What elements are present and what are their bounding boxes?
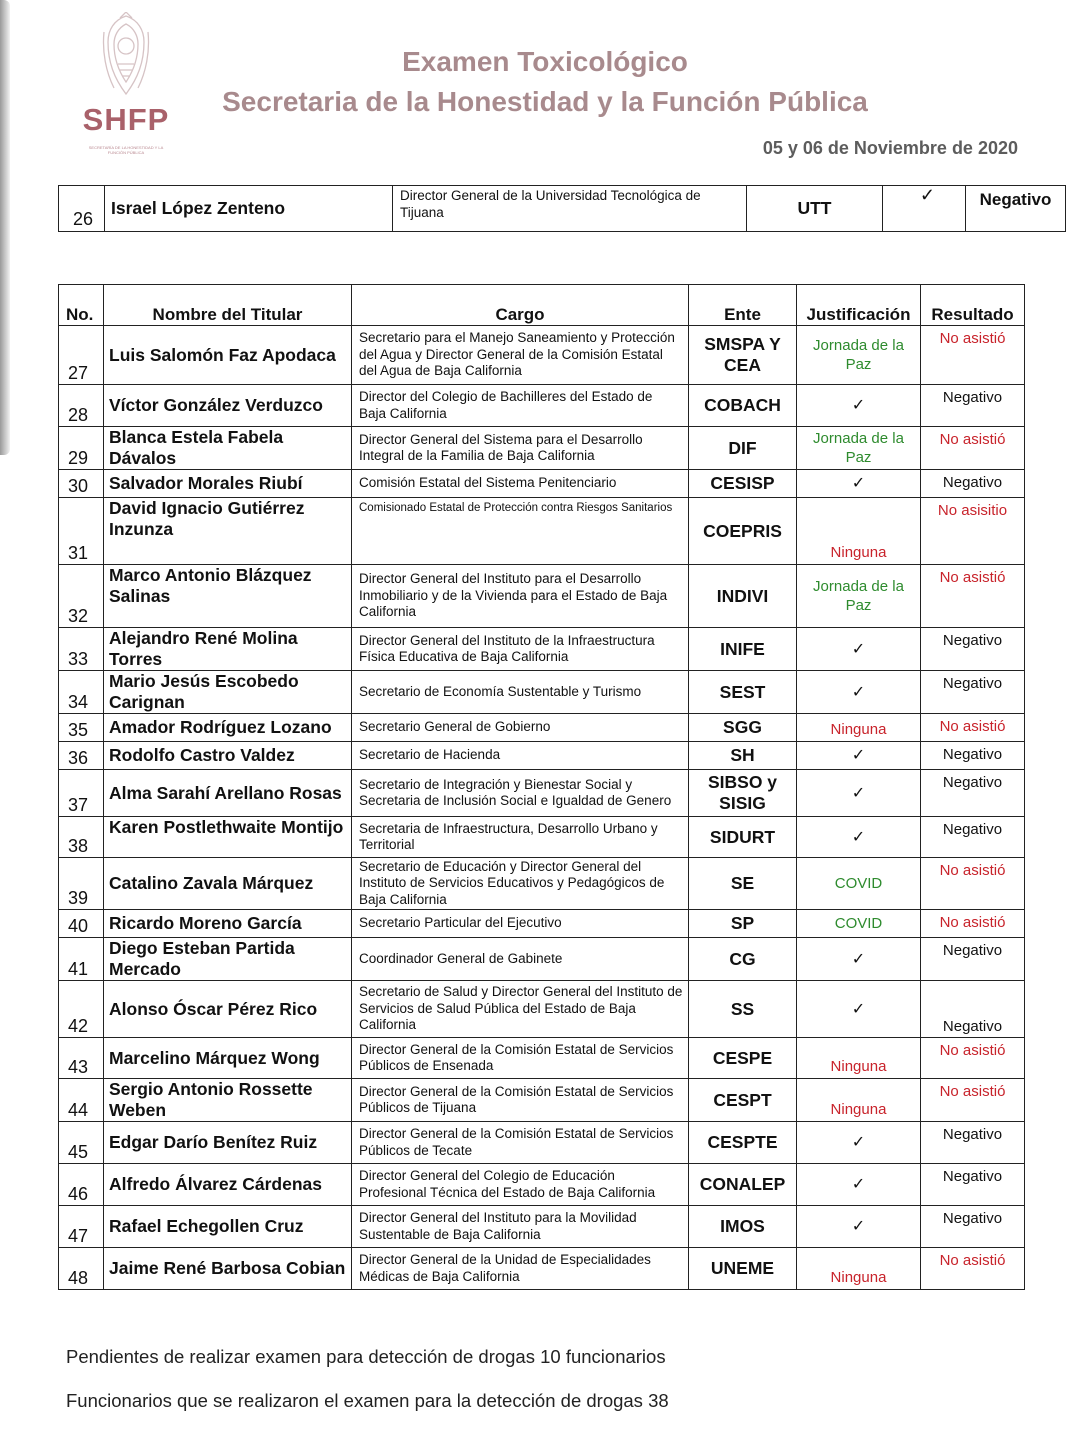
row-result: Negativo [921, 385, 1025, 427]
row-cargo: Comisión Estatal del Sistema Penitenciario [352, 470, 689, 498]
header-no: No. [59, 285, 104, 326]
row-justification: ✓ [797, 1122, 921, 1164]
results-table [58, 284, 1025, 1290]
footer-completed: Funcionarios que se realizaron el examen para la detección de drogas 38 [66, 1390, 669, 1411]
title-line-2: Secretaria de la Honestidad y la Función Pública [222, 86, 868, 117]
header-nombre: Nombre del Titular [104, 285, 352, 326]
row-number: 47 [59, 1206, 104, 1248]
row-number: 27 [59, 326, 104, 385]
row-number: 46 [59, 1164, 104, 1206]
row-number: 28 [59, 385, 104, 427]
row-result: No asistió [921, 910, 1025, 938]
table-row [59, 910, 1025, 938]
row-cargo: Director General de la Universidad Tecnológica de Tijuana [393, 186, 747, 232]
row-cargo: Director General de la Comisión Estatal de Servicios Públicos de Tecate [352, 1122, 689, 1164]
row-cargo: Director del Colegio de Bachilleres del Estado de Baja California [352, 385, 689, 427]
row-result: No asistió [921, 714, 1025, 742]
row-ente: CESPT [689, 1079, 797, 1122]
row-justification: Ninguna [797, 498, 921, 565]
row-cargo: Secretaria de Infraestructura, Desarrollo Urbano y Territorial [352, 817, 689, 858]
table-row [59, 1038, 1025, 1079]
row-number: 44 [59, 1079, 104, 1122]
row-justification: Jornada de la Paz [797, 326, 921, 385]
row-ente: SE [689, 858, 797, 910]
row-cargo: Director General del Instituto de la Infraestructura Física Educativa de Baja California [352, 628, 689, 671]
row-cargo: Secretario de Salud y Director General del Instituto de Servicios de Salud Pública del Estado de Baja California [352, 981, 689, 1038]
row-name: Rodolfo Castro Valdez [104, 742, 352, 770]
table-row [59, 938, 1025, 981]
row-cargo: Secretario de Educación y Director General del Instituto de Servicios Educativos y Pedagógicos de Baja California [352, 858, 689, 910]
row-ente: COBACH [689, 385, 797, 427]
row-ente: SS [689, 981, 797, 1038]
row-ente: SEST [689, 671, 797, 714]
row-justification: ✓ [797, 742, 921, 770]
row-name: Ricardo Moreno García [104, 910, 352, 938]
row-number: 34 [59, 671, 104, 714]
row-result: No asistió [921, 1038, 1025, 1079]
row-ente: COEPRIS [689, 498, 797, 565]
header-cargo: Cargo [352, 285, 689, 326]
page-edge-shadow [0, 0, 10, 455]
table-row [59, 1079, 1025, 1122]
table-row [59, 427, 1025, 470]
row-ente: IMOS [689, 1206, 797, 1248]
row-result: No asistió [921, 1248, 1025, 1290]
row-cargo: Secretario para el Manejo Saneamiento y Protección del Agua y Director General de la Comisión Estatal del Agua de Baja California [352, 326, 689, 385]
row-number: 48 [59, 1248, 104, 1290]
row-ente: CESPTE [689, 1122, 797, 1164]
row-name: Karen Postlethwaite Montijo [104, 817, 352, 858]
row-justification: Ninguna [797, 1079, 921, 1122]
row-justification: ✓ [797, 671, 921, 714]
row-ente: SH [689, 742, 797, 770]
row-name: Alfredo Álvarez Cárdenas [104, 1164, 352, 1206]
row-name: Israel López Zenteno [105, 186, 393, 232]
row-ente: INDIVI [689, 565, 797, 628]
row-name: Sergio Antonio Rossette Weben [104, 1079, 352, 1122]
row-name: Mario Jesús Escobedo Carignan [104, 671, 352, 714]
row-number: 30 [59, 470, 104, 498]
row-name: Amador Rodríguez Lozano [104, 714, 352, 742]
row-justification: COVID [797, 910, 921, 938]
row-result: Negativo [921, 938, 1025, 981]
row-number: 39 [59, 858, 104, 910]
row-result: No asistió [921, 427, 1025, 470]
row-ente: UNEME [689, 1248, 797, 1290]
row-result: No asisitio [921, 498, 1025, 565]
header-resultado: Resultado [921, 285, 1025, 326]
row-cargo: Secretario General de Gobierno [352, 714, 689, 742]
row-name: Jaime René Barbosa Cobian [104, 1248, 352, 1290]
row-number: 29 [59, 427, 104, 470]
row-justification: ✓ [883, 186, 966, 232]
header-justificacion: Justificación [797, 285, 921, 326]
logo-wordmark: SHFP [82, 102, 170, 137]
table-row [59, 671, 1025, 714]
row-result: Negativo [921, 981, 1025, 1038]
row-ente: CG [689, 938, 797, 981]
row-number: 40 [59, 910, 104, 938]
row-justification: ✓ [797, 1206, 921, 1248]
table-row [59, 628, 1025, 671]
row-result: Negativo [966, 186, 1066, 232]
row-number: 43 [59, 1038, 104, 1079]
row-justification: ✓ [797, 470, 921, 498]
row-result: No asistió [921, 1079, 1025, 1122]
row-justification: Ninguna [797, 1038, 921, 1079]
row-result: Negativo [921, 1164, 1025, 1206]
table-row [59, 1122, 1025, 1164]
row-number: 31 [59, 498, 104, 565]
row-result: No asistió [921, 326, 1025, 385]
row-result: Negativo [921, 671, 1025, 714]
row-cargo: Director General del Sistema para el Desarrollo Integral de la Familia de Baja California [352, 427, 689, 470]
table-row [59, 498, 1025, 565]
row-ente: CONALEP [689, 1164, 797, 1206]
row-name: Alonso Óscar Pérez Rico [104, 981, 352, 1038]
row-result: Negativo [921, 817, 1025, 858]
title-line-1: Examen Toxicológico [402, 46, 688, 77]
table-row [59, 326, 1025, 385]
row-ente: CESISP [689, 470, 797, 498]
row-result: Negativo [921, 628, 1025, 671]
row-name: Marco Antonio Blázquez Salinas [104, 565, 352, 628]
row-ente: SIDURT [689, 817, 797, 858]
row-ente: DIF [689, 427, 797, 470]
shfp-logo [76, 10, 176, 155]
table-header-row [59, 285, 1025, 326]
row-justification: Jornada de la Paz [797, 427, 921, 470]
row-cargo: Secretario Particular del Ejecutivo [352, 910, 689, 938]
row-name: Víctor González Verduzco [104, 385, 352, 427]
document-date: 05 y 06 de Noviembre de 2020 [762, 138, 1018, 158]
table-row [59, 1206, 1025, 1248]
row-justification: ✓ [797, 628, 921, 671]
row-ente: UTT [747, 186, 883, 232]
row-justification: Ninguna [797, 714, 921, 742]
row-ente: SIBSO y SISIG [689, 770, 797, 817]
row-name: Luis Salomón Faz Apodaca [104, 326, 352, 385]
row-number: 41 [59, 938, 104, 981]
table-row [59, 470, 1025, 498]
row-result: No asistió [921, 565, 1025, 628]
row-justification: ✓ [797, 1164, 921, 1206]
row-name: Salvador Morales Riubí [104, 470, 352, 498]
row-result: Negativo [921, 742, 1025, 770]
row-cargo: Secretario de Hacienda [352, 742, 689, 770]
row-cargo: Coordinador General de Gabinete [352, 938, 689, 981]
table-row [59, 1164, 1025, 1206]
row-justification: ✓ [797, 385, 921, 427]
table-row [59, 714, 1025, 742]
row-number: 42 [59, 981, 104, 1038]
row-name: Alejandro René Molina Torres [104, 628, 352, 671]
row-justification: Jornada de la Paz [797, 565, 921, 628]
row-number: 26 [59, 186, 105, 232]
logo-subtext: SECRETARÍA DE LA HONESTIDAD Y LA FUNCIÓN PÚBLICA [88, 145, 164, 155]
row-name: Alma Sarahí Arellano Rosas [104, 770, 352, 817]
row-number: 37 [59, 770, 104, 817]
row-cargo: Comisionado Estatal de Protección contra Riesgos Sanitarios [352, 498, 689, 565]
row-cargo: Secretario de Economía Sustentable y Turismo [352, 671, 689, 714]
row-justification: COVID [797, 858, 921, 910]
row-number: 32 [59, 565, 104, 628]
row-ente: SP [689, 910, 797, 938]
row-name: Blanca Estela Fabela Dávalos [104, 427, 352, 470]
row-justification: ✓ [797, 938, 921, 981]
header-ente: Ente [689, 285, 797, 326]
table-row [59, 981, 1025, 1038]
table-row [59, 742, 1025, 770]
row-cargo: Secretario de Integración y Bienestar Social y Secretaria de Inclusión Social e Igualdad de Genero [352, 770, 689, 817]
row-name: Diego Esteban Partida Mercado [104, 938, 352, 981]
row-name: Edgar Darío Benítez Ruiz [104, 1122, 352, 1164]
row-cargo: Director General del Instituto para la Movilidad Sustentable de Baja California [352, 1206, 689, 1248]
row-cargo: Director General de la Comisión Estatal de Servicios Públicos de Tijuana [352, 1079, 689, 1122]
coat-of-arms-icon [100, 12, 152, 102]
footer-pending: Pendientes de realizar examen para detección de drogas 10 funcionarios [66, 1346, 666, 1367]
row-ente: CESPE [689, 1038, 797, 1079]
row-cargo: Director General del Instituto para el Desarrollo Inmobiliario y de la Vivienda para el Estado de Baja California [352, 565, 689, 628]
single-row-table [58, 185, 1066, 232]
row-name: Catalino Zavala Márquez [104, 858, 352, 910]
table-row [59, 385, 1025, 427]
row-number: 45 [59, 1122, 104, 1164]
row-cargo: Director General de la Unidad de Especialidades Médicas de Baja California [352, 1248, 689, 1290]
row-result: Negativo [921, 770, 1025, 817]
row-name: Marcelino Márquez Wong [104, 1038, 352, 1079]
row-justification: ✓ [797, 981, 921, 1038]
row-justification: ✓ [797, 770, 921, 817]
table-row [59, 186, 1066, 232]
page-title [200, 42, 890, 122]
row-ente: INIFE [689, 628, 797, 671]
row-result: Negativo [921, 1122, 1025, 1164]
row-result: No asistió [921, 858, 1025, 910]
row-justification: Ninguna [797, 1248, 921, 1290]
row-name: Rafael Echegollen Cruz [104, 1206, 352, 1248]
row-cargo: Director General de la Comisión Estatal de Servicios Públicos de Ensenada [352, 1038, 689, 1079]
table-row [59, 817, 1025, 858]
table-row [59, 565, 1025, 628]
row-number: 36 [59, 742, 104, 770]
row-ente: SMSPA Y CEA [689, 326, 797, 385]
row-result: Negativo [921, 1206, 1025, 1248]
row-number: 38 [59, 817, 104, 858]
row-number: 35 [59, 714, 104, 742]
row-cargo: Director General del Colegio de Educación Profesional Técnica del Estado de Baja California [352, 1164, 689, 1206]
table-row [59, 770, 1025, 817]
row-number: 33 [59, 628, 104, 671]
table-row [59, 858, 1025, 910]
row-ente: SGG [689, 714, 797, 742]
table-row [59, 1248, 1025, 1290]
row-name: David Ignacio Gutiérrez Inzunza [104, 498, 352, 565]
row-result: Negativo [921, 470, 1025, 498]
row-justification: ✓ [797, 817, 921, 858]
